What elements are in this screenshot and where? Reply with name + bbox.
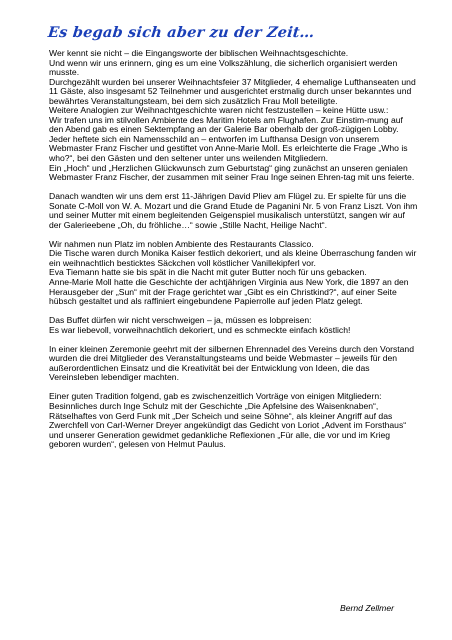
paragraph: Ein „Hoch“ und „Herzlichen Glückwunsch zum Geburtstag“ ging zunächst an unseren genialen Webmaster Franz Fischer, der zusammen mit seiner Frau Inge seinen Ehren-tag mit uns feierte.: [49, 162, 415, 183]
paragraph: Eva Tiemann hatte sie bis spät in die Nacht mit guter Butter noch für uns gebacken.: [49, 267, 367, 278]
article-body: [49, 49, 419, 450]
paragraph: Jeder heftete sich ein Namensschild an – entworfen im Lufthansa Design von unserem Webmaster Franz Fischer und gestiftet von Anne-Marie Moll. Es erleichterte die Frage „Who is who?“, bei den Gästen und den seltener unter uns weilenden Mitgliedern.: [49, 133, 408, 164]
paragraph: Weitere Analogien zur Weihnachtgeschichte waren nicht festzustellen – keine Hütte usw.:: [49, 105, 389, 116]
paragraph: Wir nahmen nun Platz im noblen Ambiente des Restaurants Classico.: [49, 238, 314, 249]
paragraph: In einer kleinen Zeremonie geehrt mit der silbernen Ehrennadel des Vereins durch den Vorstand wurden die drei Mitglieder des Veranstaltungsteams und beide Webmaster – jeweils für den außerordentlichen Einsatz und die Kreativität bei der Entwicklung von Ideen, die das Vereinsleben lebendiger machten.: [49, 343, 414, 383]
paragraph: Das Buffet dürfen wir nicht verschweigen – ja, müssen es lobpreisen:: [49, 315, 312, 326]
paragraph: Danach wandten wir uns dem erst 11-Jährigen David Pliev am Flügel zu. Er spielte für uns die Sonate C-Moll von W. A. Mozart und die Grand Etude de Paganini Nr. 5 von Franz Liszt. Von ihm und seiner Mutter mit einem begleitenden Geigenspiel musikalisch unterstützt, sangen wir auf der Galerieebene „Oh, du fröhliche…“ sowie „Stille Nacht, Heilige Nacht“.: [49, 191, 418, 230]
paragraph: Durchgezählt wurden bei unserer Weihnachtsfeier 37 Mitglieder, 4 ehemalige Lufthanseaten und 11 Gäste, also insgesamt 52 Teilnehmer und ausgerichtet erstmalig durch unser bekanntes und bewährtes Veranstaltungsteam, bei dem sich zusätzlich Frau Moll beteiligte.: [49, 76, 416, 106]
paragraph: Einer guten Tradition folgend, gab es zwischenzeitlich Vorträge von einigen Mitgliedern: Besinnliches durch Inge Schulz mit der Geschichte „Die Apfelsine des Waisenknaben“, Rätselhaftes von Gerd Funk mit „Der Scheich und seine Söhne“, als kleiner Angriff auf das Zwerchfell von Carl-Werner Dreyer angekündigt das Gedicht von Loriot „Advent im Forsthaus“ und unserer Generation gewidmet gedankliche Reflexionen „Für alle, die vor und im Krieg geboren wurden“, gelesen von Helmut Paulus.: [49, 391, 407, 450]
paragraph: Die Tische waren durch Monika Kaiser festlich dekoriert, und als kleine Überraschung fanden wir ein weihnachtlich besticktes Säckchen voll köstlicher Vanillekipferl vor.: [49, 248, 417, 268]
page-title: Es begab sich aber zu der Zeit…: [47, 24, 316, 41]
author-signature: Bernd Zellmer: [340, 603, 394, 613]
paragraph: Anne-Marie Moll hatte die Geschichte der achtjährigen Virginia aus New York, die 1897 an den Herausgeber der „Sun“ mit der Frage gerichtet war „Gibt es ein Christkind?“, auf einer Seite hübsch gestaltet und als raffiniert eingebundene Papierrolle auf jeden Platz gelegt.: [49, 277, 409, 307]
paragraph: Wir trafen uns im stilvollen Ambiente des Maritim Hotels am Flughafen. Zur Einstim-mung auf den Abend gab es einen Sektempfang an der Galerie Bar oberhalb der groß-zügigen Lobby.: [49, 114, 403, 135]
paragraph: Und wenn wir uns erinnern, ging es um eine Volkszählung, die sicherlich organisiert werden musste.: [49, 57, 398, 78]
paragraph: Wer kennt sie nicht – die Eingangsworte der biblischen Weihnachtsgeschichte.: [49, 48, 349, 58]
paragraph: Es war liebevoll, vorweihnachtlich dekoriert, und es schmeckte einfach köstlich!: [49, 324, 351, 335]
